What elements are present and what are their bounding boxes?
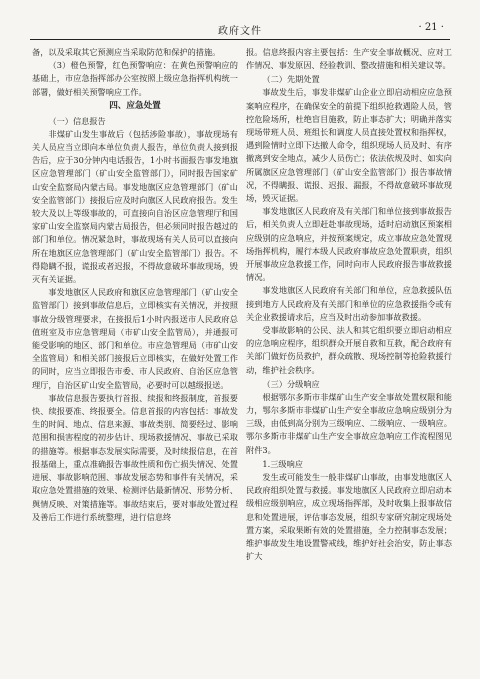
page-header bbox=[30, 22, 450, 38]
subsection-heading: 1.三级响应 bbox=[262, 458, 303, 469]
paragraph: （3）橙色预警，红色预警响应：在黄色预警响应的基础上，市应急指挥部办公室按照上级应急指挥机构统一部署，做好相关预警响应工作。 bbox=[32, 60, 238, 97]
header-rule bbox=[30, 39, 450, 40]
paragraph: 事发地旗区人民政府及有关部门和单位接到事故报告后，相关负责人立即赶赴事故现场，适时启动旗区预案相应级别的应急响应，并按预案规定，成立事故应急处置现场指挥机构，履行本级人民政府事故应急处置职责，组织开展事故应急救援工作，同时向市人民政府报告事故救援情况。 bbox=[246, 206, 452, 283]
subsection-heading: （二）先期处置 bbox=[262, 74, 320, 85]
paragraph: 根据鄂尔多斯市非煤矿山生产安全事故处置权限和能力，鄂尔多斯市非煤矿山生产安全事故应急响应级别分为三级，由低到高分别为三级响应、二级响应、一级响应。鄂尔多斯市非煤矿山生产安全事故应急响应工作流程图见附件3。 bbox=[246, 391, 452, 455]
right-column bbox=[246, 46, 452, 563]
subsection-heading: （三）分级响应 bbox=[262, 378, 320, 389]
paragraph: 事故发生后，事发非煤矿山企业立即启动相应应急预案响应程序，在确保安全的前提下组织抢救遇险人员，管控危险场所，杜绝盲目施救，防止事态扩大；明确并落实现场带班人员、班组长和调度人员直接处置权和指挥权，遇到险情时立即下达撤人命令，组织现场人员及时、有序撤离到安全地点，减少人员伤亡；依法依规及时、如实向所属旗区应急管理部门（矿山安全监管部门）报告事故情况，不得瞒报、谎报、迟报、漏报，不得故意破坏事故现场，毁灭证据。 bbox=[246, 87, 452, 204]
paragraph: 事故信息报告要执行首报、续报和终报制度，首报要快、续报要准、终报要全。信息首报的内容包括：事故发生的时间、地点、信息来源、事故类别、简要经过、影响范围和损害程度的初步估计、现场救援情况、事故已采取的措施等。根据事态发展实际需要，及时续报信息，在首报基础上，重点准确报告事故性质和伤亡损失情况、处置进展、事故影响范围、事故发展态势和事件有关情况，采取应急处置措施的效果、检测评估最新情况、形势分析、舆情反映、对策措施等。事故结束后，要对事故处置过程及善后工作进行系统整理，进行信息终 bbox=[32, 392, 238, 522]
paragraph: 备，以及采取其它预测应当采取防范和保护的措施。 bbox=[32, 47, 221, 57]
left-column bbox=[32, 46, 238, 524]
paragraph: 发生或可能发生一般非煤矿山事故，由事发地旗区人民政府组织处置与救援。事发地旗区人民政府立即启动本级相应级别响应，成立现场指挥部，及时收集上报事故信息和处置进展，评估事态发展，组织专家研究制定现场处置方案，采取果断有效的处置措施，全力控制事态发展；维护事故发生地设置警戒线，维护好社会治安，防止事态扩大 bbox=[246, 471, 452, 562]
subsection-heading: （一）信息报告 bbox=[48, 115, 106, 126]
paragraph: 事发地旗区人民政府和旗区应急管理部门（矿山安全监管部门）接到事故信息后，立即核实有关情况，并按照事故分级管理要求，在接报后1小时内报送市人民政府总值班室及市应急管理局（市矿山安全监管局），并通报可能受影响的地区、部门和单位。市应急管理局（市矿山安全监管局）和相关部门接报后立即核实，在做好处置工作的同时，应当立即报告市委、市人民政府、自治区应急管理厅，自治区矿山安全监管局，必要时可以越级报送。 bbox=[32, 287, 238, 390]
paragraph: 事发地旗区人民政府有关部门和单位，应急救援队伍接到地方人民政府及有关部门和单位的应急救援指令或有关企业救援请求后，应当及时出动参加事故救援。 bbox=[246, 285, 452, 322]
paragraph: 报。信息终报内容主要包括：生产安全事故概况、应对工作情况、事发原因、经验教训、整改措施和相关建议等。 bbox=[246, 47, 452, 71]
paragraph: 非煤矿山发生事故后（包括涉险事故），事故现场有关人员应当立即向本单位负责人报告，单位负责人接到报告后，应于30分钟内电话报告，1小时书面报告事发地旗区应急管理部门（矿山安全监管部门），同时报告国家矿山安全监察局内蒙古局。事发地旗区应急管理部门（矿山安全监管部门）接报后应及时向旗区人民政府报告。发生较大及以上等级事故的，可直接向自治区应急管理厅和国家矿山安全监察局内蒙古局报告，但必须同时报告越过的部门和单位。情况紧急时，事故现场有关人员可以直接向所在地旗区应急管理部门（矿山安全监管部门）报告。不得隐瞒不报，谎报或者迟报，不得故意破坏事故现场，毁灭有关证据。 bbox=[32, 128, 238, 285]
section-heading: 四、应急处置 bbox=[109, 100, 161, 111]
page-number: · 21 · bbox=[418, 22, 444, 33]
running-title: 政府文件 bbox=[218, 26, 262, 37]
paragraph: 受事故影响的公民、法人和其它组织要立即启动相应的应急响应程序，组织群众开展自救和互救，配合政府有关部门做好伤员救护，群众疏散、现场控制等抢险救援行动，维护社会秩序。 bbox=[246, 325, 452, 375]
